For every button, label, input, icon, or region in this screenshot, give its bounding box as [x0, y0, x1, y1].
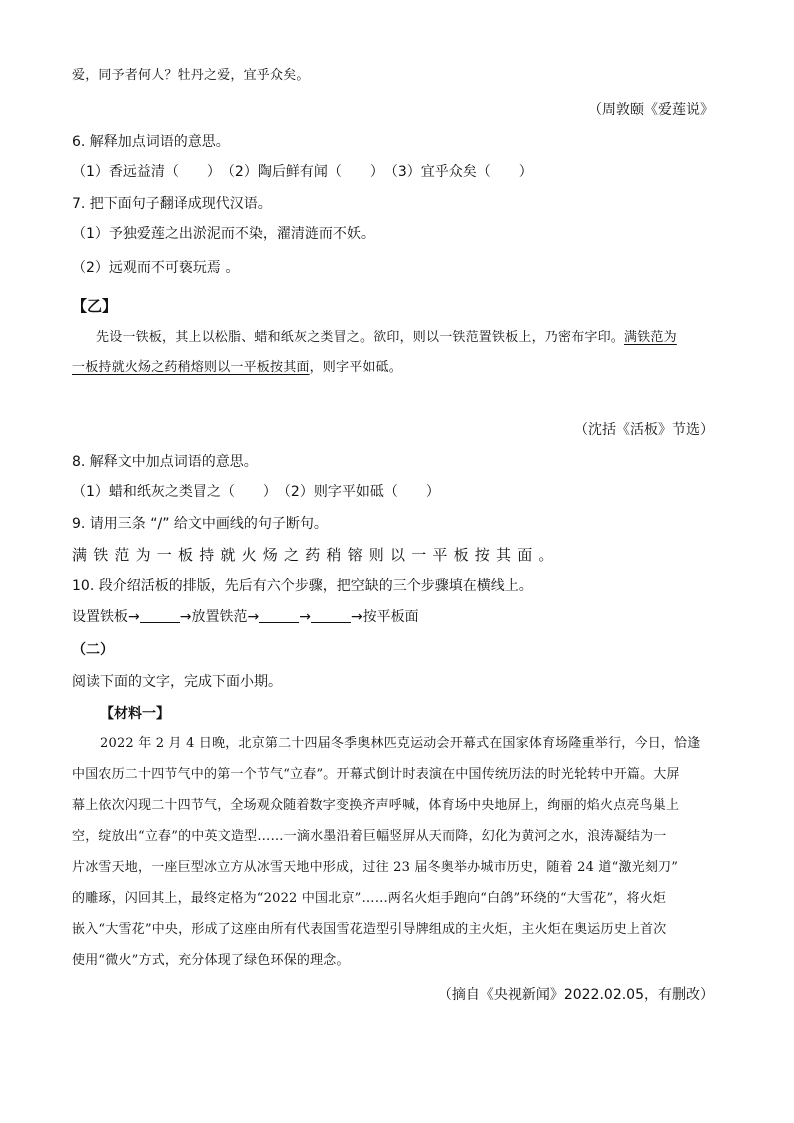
text-line: 爱，同予者何人？牡丹之爱，宜乎众矣。 — [72, 68, 310, 83]
step-text: → — [299, 609, 311, 625]
source-citation: （摘自《央视新闻》2022.02.05，有删改） — [437, 987, 714, 1003]
material-line: 嵌入“大雪花”中央，形成了这座由所有代表国雪花造型引导牌组成的主火炬，主火炬在奥运历史上首次 — [72, 922, 667, 937]
question-10-steps — [72, 607, 419, 627]
question-10: 10. 段介绍活板的排版，先后有六个步骤，把空缺的三个步骤填在横线上。 — [72, 578, 533, 594]
step-text: →放置铁范→ — [179, 609, 260, 625]
section-heading: （二） — [72, 642, 114, 658]
passage-line-2 — [72, 358, 402, 378]
step-text: →按平板面 — [350, 609, 419, 625]
material-heading: 【材料一】 — [100, 706, 170, 722]
question-8-items: （1）蜡和纸灰之类冒之（ ） （2）则字平如砥（ ） — [72, 484, 440, 500]
material-line: 中国农历二十四节气中的第一个节气“立春”。开幕式倒计时表演在中国传统历法的时光轮转中开篇。大屏 — [72, 767, 680, 782]
material-line: 2022 年 2 月 4 日晚，北京第二十四届冬季奥林匹克运动会开幕式在国家体育场隆重举行，今日，恰逢 — [100, 736, 701, 751]
underlined-sentence: 满铁范为 — [624, 330, 677, 345]
material-line: 幕上依次闪现二十四节气，全场观众随着数字变换齐声呼喊，体育场中央地屏上，绚丽的焰火点亮鸟巢上 — [72, 798, 680, 813]
material-line: 片冰雪天地，一座巨型冰立方从冰雪天地中形成，过往 23 届冬奥举办城市历史，随着 24 道“激光刻刀” — [72, 860, 679, 875]
question-9-sentence: 满铁范为一板持就火炀之药稍镕则以一平板按其面。 — [72, 546, 560, 564]
question-7-item-2: （2）远观而不可亵玩焉 。 — [72, 260, 240, 276]
source-citation: （周敦颐《爱莲说》 — [588, 102, 714, 118]
step-text: 设置铁板→ — [72, 609, 140, 625]
question-9: 9. 请用三条 “/” 给文中画线的句子断句。 — [72, 516, 328, 532]
answer-blank[interactable] — [140, 608, 180, 623]
answer-blank[interactable] — [259, 608, 299, 623]
passage-text: ，则字平如砥。 — [309, 360, 403, 375]
question-6: 6. 解释加点词语的意思。 — [72, 134, 230, 150]
question-6-items: （1）香远益清（ ） （2）陶后鲜有闻（ ） （3）宜乎众矣（ ） — [72, 164, 533, 180]
question-7-item-1: （1）予独爱莲之出淤泥而不染，濯清涟而不妖。 — [72, 226, 375, 242]
passage-line-1 — [96, 328, 677, 348]
answer-blank[interactable] — [311, 608, 351, 623]
material-line: 使用“微火”方式，充分体现了绿色环保的理念。 — [72, 953, 350, 968]
source-citation: （沈括《活板》节选） — [574, 422, 714, 438]
material-line: 空，绽放出“立春”的中英文造型……一滴水墨沿着巨幅竖屏从天而降，幻化为黄河之水，浪涛凝结为一 — [72, 829, 667, 844]
material-line: 的雕琢，闪回其上，最终定格为“2022 中国北京”……两名火炬手跑向“白鸽”环绕的“大雪花”，将火炬 — [72, 891, 667, 906]
underlined-sentence: 一板持就火炀之药稍熔则以一平板按其面 — [72, 360, 310, 375]
question-8: 8. 解释文中加点词语的意思。 — [72, 454, 258, 470]
passage-text: 先设一铁板，其上以松脂、蜡和纸灰之类冒之。欲印，则以一铁范置铁板上，乃密布字印。 — [96, 330, 625, 345]
section-heading-yi: 【乙】 — [72, 297, 118, 315]
instruction: 阅读下面的文字，完成下面小期。 — [72, 674, 282, 690]
question-7: 7. 把下面句子翻译成现代汉语。 — [72, 196, 272, 212]
